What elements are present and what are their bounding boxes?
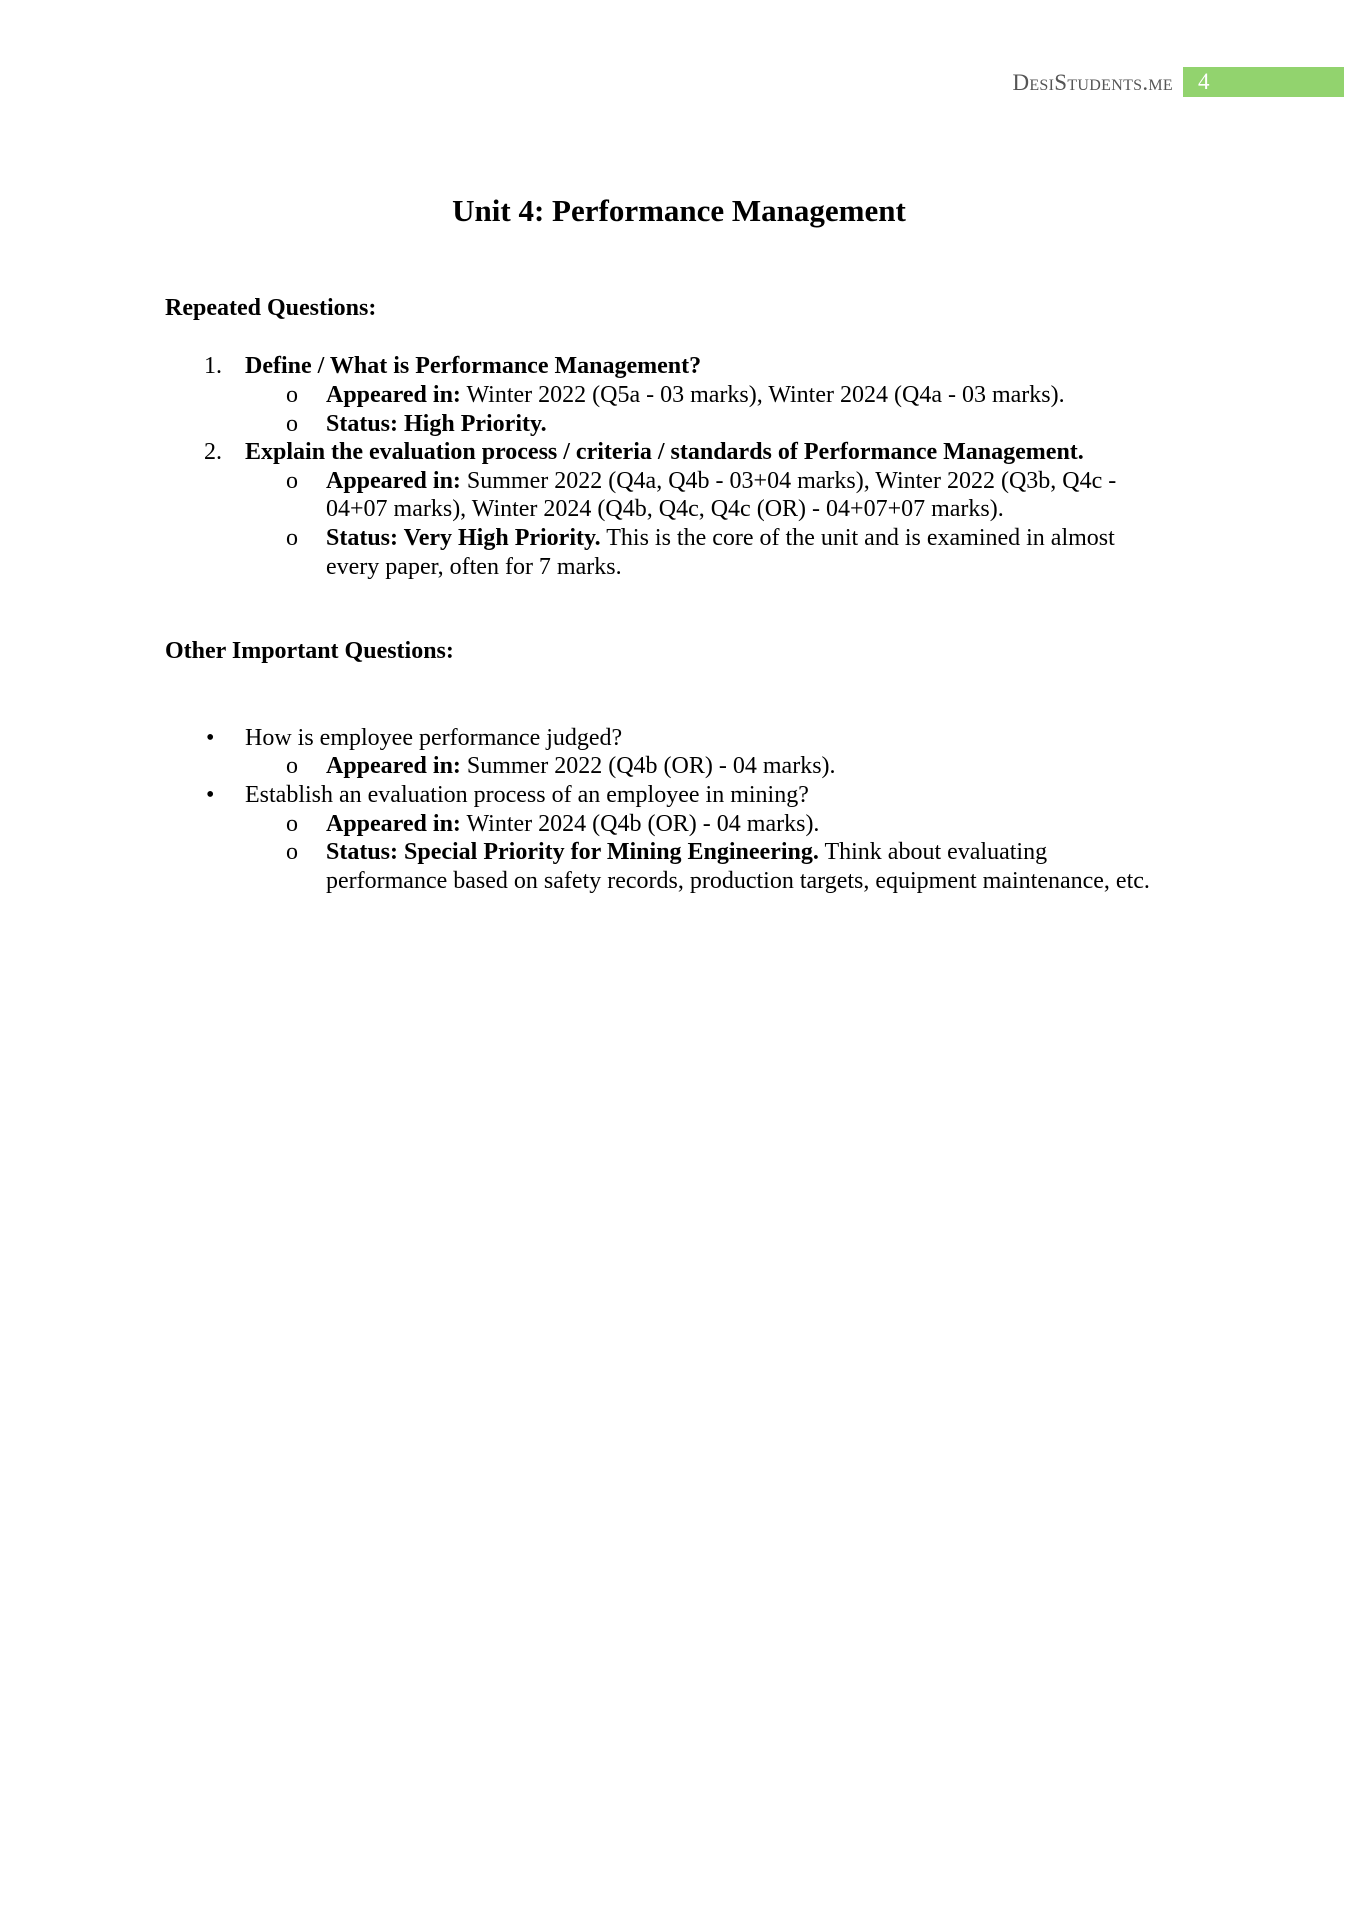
list-item xyxy=(326,838,1047,866)
page-title-text: Unit 4: Performance Management xyxy=(452,193,906,228)
status-text-continued: every paper, often for 7 marks. xyxy=(326,554,622,580)
list-marker: 1. xyxy=(204,353,222,379)
status-text: This is the core of the unit and is examined in almost xyxy=(600,525,1115,551)
sub-list-marker: o xyxy=(286,411,298,437)
list-marker: 2. xyxy=(204,439,222,465)
status-label: Status: High Priority. xyxy=(326,411,547,437)
sub-list-marker: o xyxy=(286,525,298,551)
question-text: Establish an evaluation process of an employee in mining? xyxy=(245,782,809,808)
appeared-label: Appeared in: xyxy=(326,753,461,779)
list-item xyxy=(326,467,1116,495)
sub-list-marker: o xyxy=(286,811,298,837)
question-text: Define / What is Performance Management? xyxy=(245,353,702,379)
header-page-number: 4 xyxy=(1183,67,1344,97)
appeared-label: Appeared in: xyxy=(326,468,461,494)
appeared-label: Appeared in: xyxy=(326,382,461,408)
list-item xyxy=(326,524,1115,552)
list-item xyxy=(326,410,547,438)
bullet-marker: • xyxy=(206,782,215,808)
sub-list-marker: o xyxy=(286,839,298,865)
status-label: Status: Special Priority for Mining Engineering. xyxy=(326,839,819,865)
header-site-name: DesiStudents.me xyxy=(1012,70,1173,95)
status-label: Status: Very High Priority. xyxy=(326,525,601,551)
list-item xyxy=(326,752,836,780)
appeared-label: Appeared in: xyxy=(326,811,461,837)
bullet-marker: • xyxy=(206,725,215,751)
page-title xyxy=(0,193,1358,229)
appeared-text-continued: 04+07 marks), Winter 2024 (Q4b, Q4c, Q4c (OR) - 04+07+07 marks). xyxy=(326,496,1004,522)
list-item xyxy=(326,381,1065,409)
sub-list-marker: o xyxy=(286,382,298,408)
question-text: How is employee performance judged? xyxy=(245,725,623,751)
list-item xyxy=(326,810,819,838)
question-text: Explain the evaluation process / criteria / standards of Performance Management. xyxy=(245,439,1084,465)
status-text-continued: performance based on safety records, production targets, equipment maintenance, etc. xyxy=(326,868,1150,894)
other-questions-heading: Other Important Questions: xyxy=(165,638,454,664)
appeared-text: Summer 2022 (Q4a, Q4b - 03+04 marks), Winter 2022 (Q3b, Q4c - xyxy=(460,468,1117,494)
appeared-text: Winter 2024 (Q4b (OR) - 04 marks). xyxy=(460,811,820,837)
status-text: Think about evaluating xyxy=(818,839,1048,865)
appeared-text: Summer 2022 (Q4b (OR) - 04 marks). xyxy=(460,753,836,779)
sub-list-marker: o xyxy=(286,468,298,494)
repeated-questions-heading: Repeated Questions: xyxy=(165,295,377,321)
appeared-text: Winter 2022 (Q5a - 03 marks), Winter 2024 (Q4a - 03 marks). xyxy=(460,382,1065,408)
sub-list-marker: o xyxy=(286,753,298,779)
